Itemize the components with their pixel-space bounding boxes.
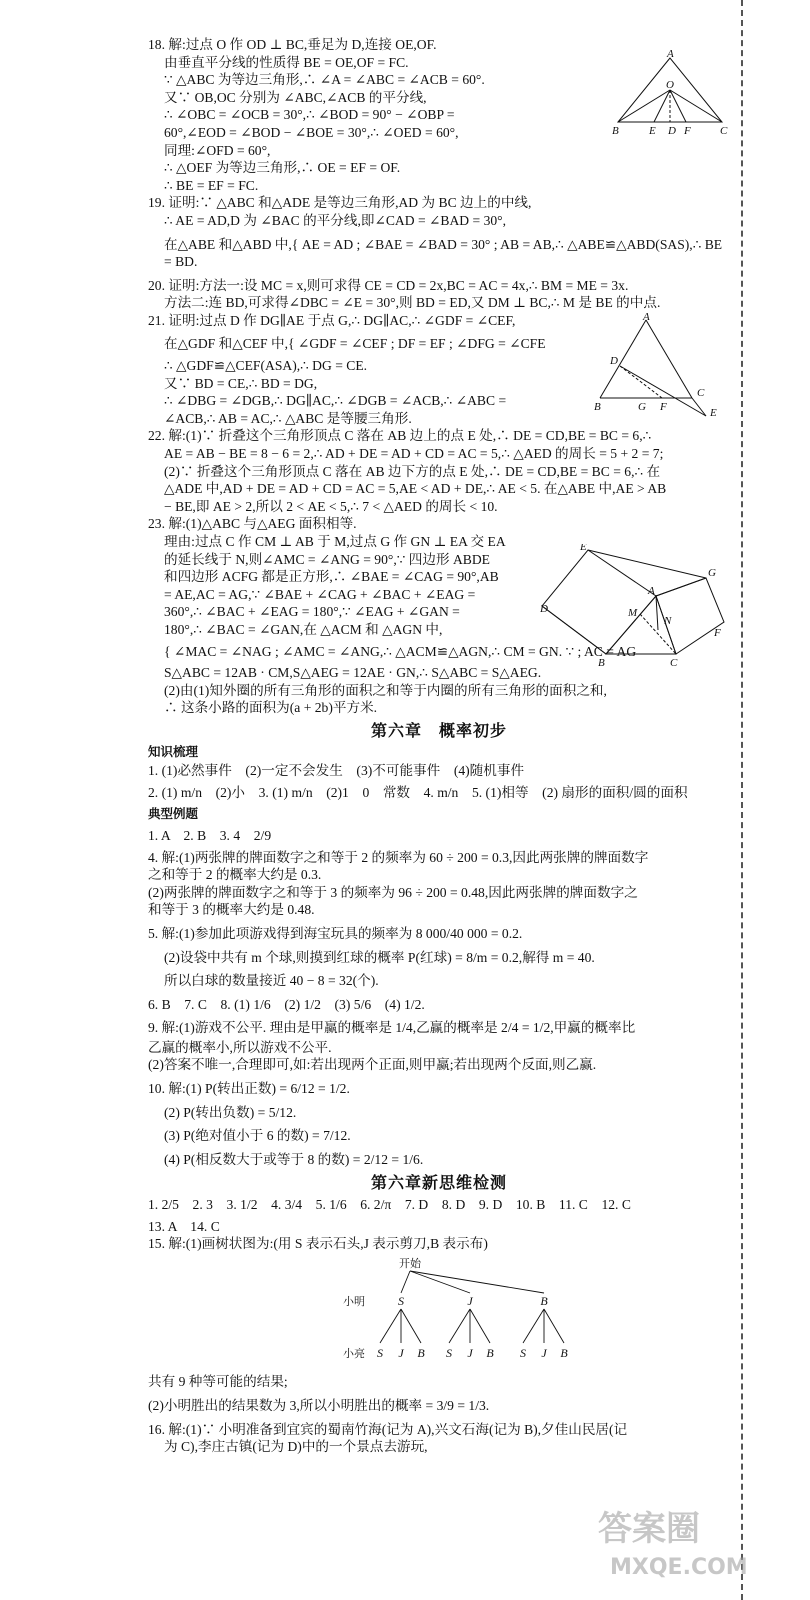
q18-line: ∴ ∠OBC = ∠OCB = 30°,∴ ∠BOD = 90° − ∠OBP = <box>164 107 455 123</box>
pt: N <box>664 615 672 627</box>
pt: D <box>610 355 618 367</box>
example-line: 之和等于 2 的概率大约是 0.3. <box>148 867 322 883</box>
q22-line: △ADE 中,AD + DE = AD + CD = AC = 5,AE < AD + DE,∴ AE < 5. 在△ABE 中,AE > AB <box>164 481 667 497</box>
tree-leaf: B <box>486 1345 494 1360</box>
pt: C <box>697 387 705 399</box>
example-line: (2) P(转出负数) = 5/12. <box>164 1104 297 1120</box>
example-line: (2)答案不唯一,合理即可,如:若出现两个正面,则甲赢;若出现两个反面,则乙赢. <box>148 1057 597 1073</box>
pt: F <box>714 627 721 639</box>
q22-line: (2)∵ 折叠这个三角形顶点 C 落在 AB 边下方的点 E 处,∴ DE = CD,BE = BC = 6,∴ 在 <box>164 463 661 479</box>
test-line: 1. 2/5 2. 3 3. 1/2 4. 3/4 5. 1/6 6. 2/π 7. D 8. D 9. D 10. B 11. C 12. C <box>148 1197 631 1213</box>
pt: B <box>612 125 619 136</box>
pt: E <box>580 544 587 553</box>
pt: C <box>720 125 728 136</box>
pt: D <box>540 603 548 615</box>
example-line: 所以白球的数量接近 40 − 8 = 32(个). <box>164 973 379 989</box>
q22-line: AE = AB − BE = 8 − 6 = 2,∴ AD + DE = AD + CD = AC = 5,∴ △AED 的周长 = 5 + 2 = 7; <box>164 446 664 462</box>
q23-line: 180°,∴ ∠BAC = ∠GAN,在 △ACM 和 △AGN 中, <box>164 622 443 637</box>
example-line: (2)设袋中共有 m 个球,则摸到红球的概率 P(红球) = 8/m = 0.2,解得 m = 40. <box>164 949 595 965</box>
pt: E <box>710 407 717 419</box>
knowledge-line: 2. (1) m/n (2)小 3. (1) m/n (2)1 0 常数 4. m/n 5. (1)相等 (2) 扇形的面积/圆的面积 <box>148 784 688 800</box>
example-line: 和等于 3 的概率大约是 0.48. <box>148 902 315 918</box>
answer-column <box>148 36 730 1456</box>
section-examples: 典型例题 <box>148 806 199 822</box>
pt: A <box>667 50 674 60</box>
figure-q23 <box>540 544 730 670</box>
knowledge-line: 1. (1)必然事件 (2)一定不会发生 (3)不可能事件 (4)随机事件 <box>148 763 525 779</box>
pt: E <box>649 125 656 136</box>
tree-leaf: J <box>541 1345 547 1360</box>
tree-leaf: S <box>446 1345 452 1360</box>
figure-q23-svg <box>540 544 730 670</box>
q21-line: 在△GDF 和△CEF 中,{ ∠GDF = ∠CEF ; DF = EF ; ∠DFG = ∠CFE <box>164 335 546 351</box>
q18-line: ∴ △OEF 为等边三角形,∴ OE = EF = OF. <box>164 160 401 176</box>
cut-line <box>741 0 743 1600</box>
q19-line: ∴ AE = AD,D 为 ∠BAC 的平分线,即∠CAD = ∠BAD = 30°, <box>164 212 507 228</box>
example-line: (2)两张牌的牌面数字之和等于 3 的频率为 96 ÷ 200 = 0.48,因此两张牌的牌面数字之 <box>148 884 638 900</box>
tree-node: J <box>467 1293 473 1308</box>
example-line: 5. 解:(1)参加此项游戏得到海宝玩具的频率为 8 000/40 000 = 0.2. <box>148 925 523 941</box>
watermark-logo <box>588 1502 763 1582</box>
pt: O <box>666 79 674 91</box>
tree-diagram <box>148 1257 730 1370</box>
q19-line: 在△ABE 和△ABD 中,{ AE = AD ; ∠BAE = ∠BAD = 30° ; AB = AB,∴ △ABE≌△ABD(SAS),∴ BE = BD. <box>164 236 723 270</box>
q23-line: { ∠MAC = ∠NAG ; ∠AMC = ∠ANG,∴ △ACM≌△AGN,∴ CM = GN. ∵ ; AC = AG <box>164 643 637 659</box>
tree-leaf: J <box>467 1345 473 1360</box>
q21-line: ∴ △GDF≌△CEF(ASA),∴ DG = CE. <box>164 358 368 374</box>
q23-line: = AE,AC = AG,∵ ∠BAE + ∠CAG + ∠BAC + ∠EAG = <box>164 586 476 602</box>
tree-leaf: J <box>398 1345 404 1360</box>
watermark-text: 答案圈 <box>598 1509 700 1549</box>
q18-line: 由垂直平分线的性质得 BE = OE,OF = FC. <box>164 54 409 70</box>
figure-q18 <box>612 50 730 136</box>
pt: D <box>668 125 676 136</box>
tree-node: B <box>540 1293 548 1308</box>
q18-line: ∴ BE = EF = FC. <box>164 177 259 193</box>
q18-line: ∵ △ABC 为等边三角形,∴ ∠A = ∠ABC = ∠ACB = 60°. <box>164 72 485 88</box>
pt: B <box>598 657 605 669</box>
tree-root: 开始 <box>399 1257 421 1270</box>
q21-line: ∴ ∠DBG = ∠DGB,∴ DG∥AC,∴ ∠DGB = ∠ACB,∴ ∠ABC = <box>164 393 507 409</box>
tree-leaf: S <box>377 1345 383 1360</box>
pt: C <box>670 657 678 669</box>
tree-leaf: S <box>520 1345 526 1360</box>
example-line: 9. 解:(1)游戏不公平. 理由是甲赢的概率是 1/4,乙赢的概率是 2/4 = 1/2,甲赢的概率比 <box>148 1020 636 1036</box>
test-line: 15. 解:(1)画树状图为:(用 S 表示石头,J 表示剪刀,B 表示布) <box>148 1236 488 1252</box>
figure-q21 <box>594 312 734 420</box>
q21-line: ∠ACB,∴ AB = AC,∴ △ABC 是等腰三角形. <box>164 410 412 426</box>
q20-line: 方法二:连 BD,可求得∠DBC = ∠E = 30°,则 BD = ED,又 DM ⊥ BC,∴ M 是 BE 的中点. <box>164 295 661 311</box>
chapter-title: 第六章 概率初步 <box>370 720 507 740</box>
test-line: 16. 解:(1)∵ 小明准备到宜宾的蜀南竹海(记为 A),兴文石海(记为 B),夕佳山民居(记 <box>148 1421 628 1437</box>
section-knowledge: 知识梳理 <box>148 743 199 759</box>
example-line: (4) P(相反数大于或等于 8 的数) = 2/12 = 1/6. <box>164 1151 424 1167</box>
q21-line: 21. 证明:过点 D 作 DG∥AE 于点 G,∴ DG∥AC,∴ ∠GDF = ∠CEF, <box>148 312 516 328</box>
pt: M <box>628 607 638 619</box>
test-line: 为 C),李庄古镇(记为 D)中的一个景点去游玩, <box>164 1439 428 1455</box>
test-line: 共有 9 种等可能的结果; <box>148 1374 288 1390</box>
tree-row-label: 小亮 <box>343 1347 365 1360</box>
tree-node: S <box>398 1293 404 1308</box>
q23-line: S△ABC = 12AB · CM,S△AEG = 12AE · GN,∴ S△ABC = S△AEG. <box>164 665 542 681</box>
watermark <box>588 1502 763 1582</box>
pt: G <box>708 567 716 579</box>
figure-q21-svg <box>594 312 734 420</box>
test-line: 13. A 14. C <box>148 1218 220 1234</box>
example-line: 10. 解:(1) P(转出正数) = 6/12 = 1/2. <box>148 1081 350 1097</box>
q21-line: 又∵ BD = CE,∴ BD = DG, <box>164 375 318 391</box>
q18-line: 同理:∠OFD = 60°, <box>164 142 271 158</box>
q22-line: − BE,即 AE > 2,所以 2 < AE < 5,∴ 7 < △AED 的周长 < 10. <box>164 498 498 514</box>
q19-line: 19. 证明:∵ △ABC 和△ADE 是等边三角形,AD 为 BC 边上的中线, <box>148 195 532 211</box>
pt: B <box>594 401 601 413</box>
example-line: 乙赢的概率小,所以游戏不公平. <box>148 1039 332 1055</box>
q23-line: 360°,∴ ∠BAC + ∠EAG = 180°,∵ ∠EAG + ∠GAN = <box>164 604 460 620</box>
q23-line: 和四边形 ACFG 都是正方形,∴ ∠BAE = ∠CAG = 90°,AB <box>164 569 499 585</box>
test-line: (2)小明胜出的结果数为 3,所以小明胜出的概率 = 3/9 = 1/3. <box>148 1398 490 1413</box>
pt: A <box>648 585 655 597</box>
pt: A <box>643 312 650 323</box>
figure-q18-svg <box>612 50 730 136</box>
tree-leaf: B <box>560 1345 568 1360</box>
q23-line: 的延长线于 N,则∠AMC = ∠ANG = 90°,∵ 四边形 ABDE <box>164 551 490 567</box>
example-line: 6. B 7. C 8. (1) 1/6 (2) 1/2 (3) 5/6 (4) 1/2. <box>148 996 425 1012</box>
q18-line: 又∵ OB,OC 分别为 ∠ABC,∠ACB 的平分线, <box>164 89 427 105</box>
pt: G <box>638 401 646 413</box>
tree-row-label: 小明 <box>343 1295 365 1308</box>
example-line: 4. 解:(1)两张牌的牌面数字之和等于 2 的频率为 60 ÷ 200 = 0.3,因此两张牌的牌面数字 <box>148 849 649 865</box>
watermark-url: MXQE.COM <box>610 1555 748 1580</box>
test-title: 第六章新思维检测 <box>370 1173 507 1193</box>
q22-line: 22. 解:(1)∵ 折叠这个三角形顶点 C 落在 AB 边上的点 E 处,∴ DE = CD,BE = BC = 6,∴ <box>148 428 652 444</box>
q18-line: 60°,∠EOD = ∠BOD − ∠BOE = 30°,∴ ∠OED = 60°, <box>164 124 459 140</box>
tree-svg <box>148 1257 588 1365</box>
q20-line: 20. 证明:方法一:设 MC = x,则可求得 CE = CD = 2x,BC = AC = 4x,∴ BM = ME = 3x. <box>148 277 629 293</box>
q23-line: (2)由(1)知外圈的所有三角形的面积之和等于内圈的所有三角形的面积之和, <box>164 682 607 698</box>
q23-line: 理由:过点 C 作 CM ⊥ AB 于 M,过点 G 作 GN ⊥ EA 交 EA <box>164 534 506 550</box>
pt: F <box>684 125 691 136</box>
example-line: 1. A 2. B 3. 4 2/9 <box>148 827 272 843</box>
q18-line: 18. 解:过点 O 作 OD ⊥ BC,垂足为 D,连接 OE,OF. <box>148 37 437 52</box>
pt: F <box>660 401 667 413</box>
q23-line: ∴ 这条小路的面积为(a + 2b)平方米. <box>164 700 378 716</box>
q23-line: 23. 解:(1)△ABC 与△AEG 面积相等. <box>148 516 357 532</box>
example-line: (3) P(绝对值小于 6 的数) = 7/12. <box>164 1128 351 1144</box>
tree-leaf: B <box>417 1345 425 1360</box>
